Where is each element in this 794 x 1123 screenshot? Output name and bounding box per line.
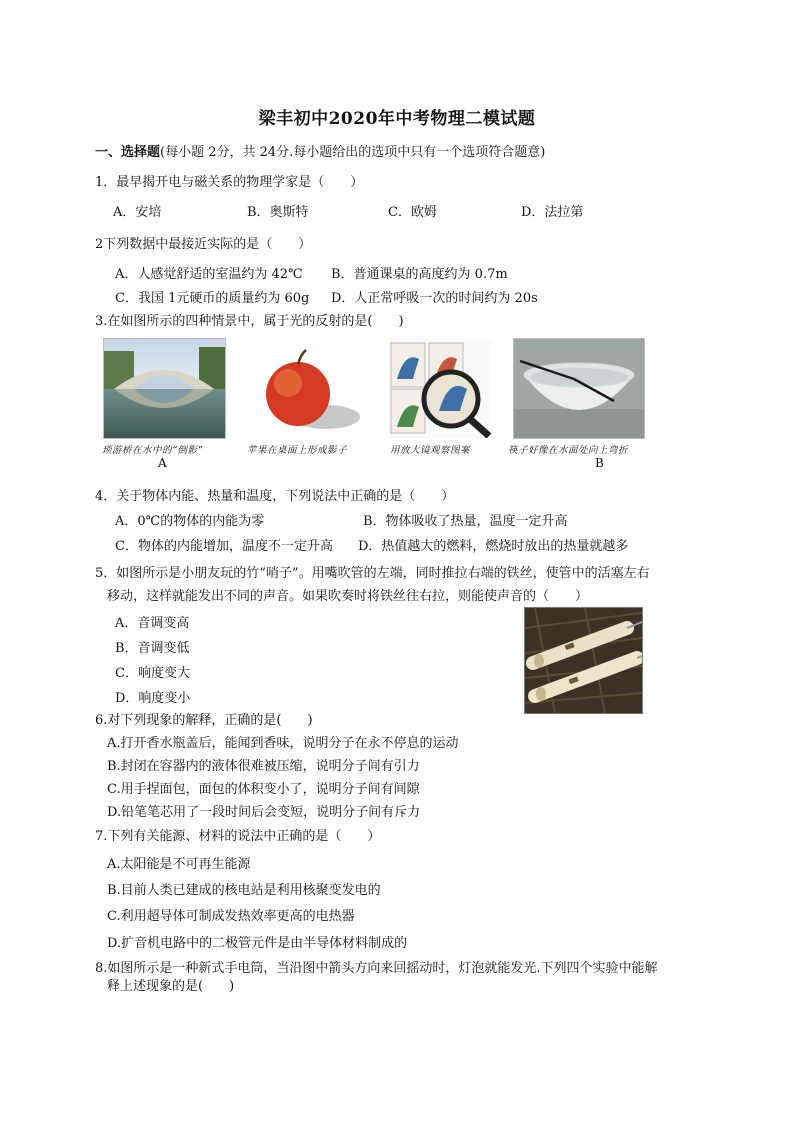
q6-option-d: D.铅笔笔芯用了一段时间后会变短，说明分子间有斥力 <box>107 805 421 820</box>
q7-stem: 7.下列有关能源、材料的说法中正确的是（ ） <box>95 829 381 844</box>
q6-option-a: A.打开香水瓶盖后，能闻到香味，说明分子在永不停息的运动 <box>107 736 459 751</box>
q8-stem-line2: 释上述现象的是( ) <box>107 979 235 994</box>
bamboo-whistle-photo <box>524 607 643 714</box>
q6-option-b: B.封闭在容器内的液体很难被压缩，说明分子间有引力 <box>107 759 420 774</box>
q5-stem-line1: 5．如图所示是小朋友玩的竹“哨子”。用嘴吹管的左端，同时推拉右端的铁丝，使管中的活塞左右 <box>95 566 650 581</box>
q3-stem: 3.在如图所示的四种情景中，属于光的反射的是( ) <box>95 314 404 329</box>
q7-option-b: B.目前人类已建成的核电站是利用核聚变发电的 <box>107 883 381 898</box>
q2-option-a: A．人感觉舒适的室温约为 42℃ <box>115 267 303 282</box>
chopstick-bowl-photo <box>513 338 645 439</box>
caption-magnifier: 用放大镜观察图案 <box>390 445 471 456</box>
q6-option-c: C.用手捏面包，面包的体积变小了，说明分子间有间隙 <box>107 782 420 797</box>
q2-option-b: B．普通课桌的高度约为 0.7m <box>331 267 508 282</box>
bridge-reflection-photo <box>103 338 226 439</box>
section-label: 一、选择题 <box>95 145 161 160</box>
section-heading <box>95 144 545 162</box>
q6-stem: 6.对下列现象的解释，正确的是( ) <box>95 713 313 728</box>
q5-stem-line2: 移动，这样就能发出不同的声音。如果吹奏时将铁丝往右拉，则能使声音的（ ） <box>107 589 589 604</box>
q8-stem-line1: 8.如图所示是一种新式手电筒，当沿图中箭头方向来回摇动时，灯泡就能发光.下列四个实验中能解 <box>95 961 658 976</box>
q7-option-c: C.利用超导体可制成发热效率更高的电热器 <box>107 909 355 924</box>
q1-option-b: B．奥斯特 <box>247 205 309 220</box>
image-label-b: B <box>595 456 604 470</box>
q1-option-d: D．法拉第 <box>521 205 584 220</box>
q5-option-c: C．响度变大 <box>115 666 190 681</box>
q7-option-d: D.扩音机电路中的二极管元件是由半导体材料制成的 <box>107 936 408 951</box>
q4-option-c: C．物体的内能增加，温度不一定升高 <box>115 539 333 554</box>
q1-option-a: A．安培 <box>113 205 162 220</box>
q1-stem: 1．最早揭开电与磁关系的物理学家是（ ） <box>95 175 364 190</box>
q4-option-d: D．热值越大的燃料，燃烧时放出的热量就越多 <box>358 539 629 554</box>
q7-option-a: A.太阳能是不可再生能源 <box>107 857 251 872</box>
magnifier-stamp-photo <box>388 338 493 439</box>
q4-option-b: B．物体吸收了热量，温度一定升高 <box>363 514 568 529</box>
q2-stem: 2下列数据中最接近实际的是（ ） <box>95 237 312 252</box>
q4-stem: 4．关于物体内能、热量和温度，下列说法中正确的是（ ） <box>95 489 455 504</box>
q5-option-d: D．响度变小 <box>115 691 191 706</box>
page-title: 梁丰初中2020年中考物理二模试题 <box>258 109 536 129</box>
q1-option-c: C．欧姆 <box>388 205 437 220</box>
q5-option-b: B．音调变低 <box>115 641 190 656</box>
q2-option-c: C．我国 1元硬币的质量约为 60g <box>115 291 310 306</box>
q4-option-a: A．0℃的物体的内能为零 <box>115 514 265 529</box>
apple-shadow-photo <box>245 338 367 439</box>
section-note: (每小题 2分，共 24分.每小题给出的选项中只有一个选项符合题意) <box>160 145 546 160</box>
q2-option-d: D．人正常呼吸一次的时间约为 20s <box>331 291 538 306</box>
caption-bridge: 琐游桥在水中的“倒影” <box>102 445 203 456</box>
caption-chopsticks: 筷子好像在水面处向上弯折 <box>508 445 629 456</box>
q5-option-a: A．音调变高 <box>115 616 190 631</box>
image-label-a: A <box>158 456 167 470</box>
caption-apple: 苹果在桌面上形成影子 <box>247 445 348 456</box>
